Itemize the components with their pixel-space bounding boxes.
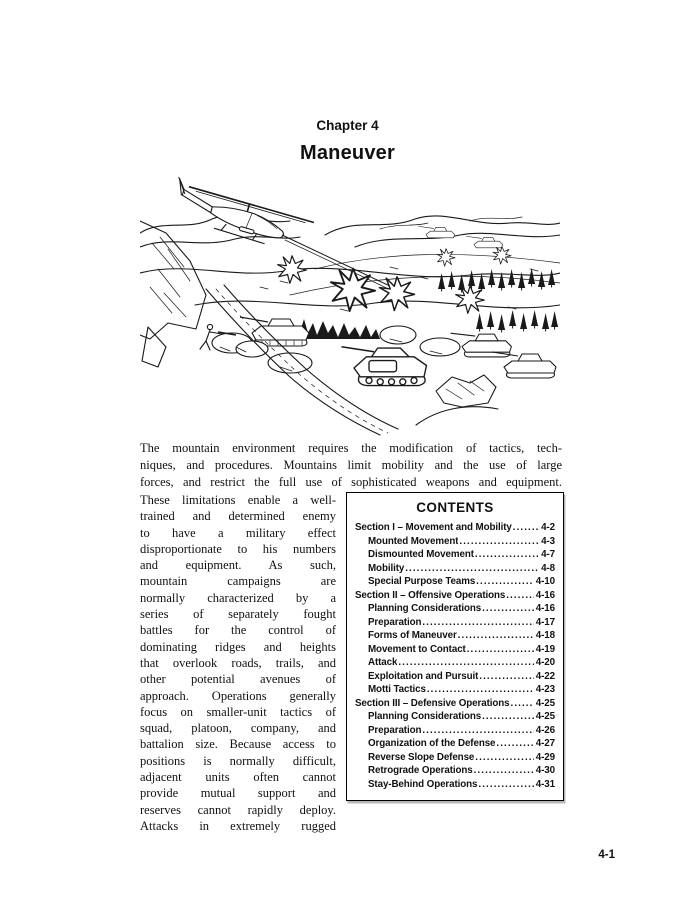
contents-entry-page: 4-30 [535, 765, 555, 776]
body-text-line: adjacent units often cannot [140, 770, 336, 785]
contents-entry-label: Section III – Defensive Operations [355, 697, 510, 709]
contents-entry-label: Section I – Movement and Mobility [355, 522, 512, 533]
dot-leader [478, 778, 533, 792]
contents-sub-entry [355, 575, 555, 589]
intro-text-line: forces, and restrict the full use of sophisticated weapons and equipment. [140, 475, 562, 489]
contents-entry-page: 4-18 [535, 630, 555, 641]
dot-leader [405, 562, 539, 576]
two-column-area [140, 492, 570, 834]
contents-entry-page: 4-22 [535, 670, 555, 682]
contents-sub-entry [355, 548, 555, 562]
contents-entry-label: Planning Considerations [368, 711, 482, 722]
body-text-column [140, 492, 336, 834]
dot-leader [467, 643, 534, 657]
dot-leader [506, 589, 534, 603]
body-text-line: and equipment. As such, [140, 558, 336, 573]
contents-sub-entry [355, 751, 555, 765]
body-text-line: normally characterized by a [140, 590, 336, 605]
body-text-line: dominating ridges and heights [140, 639, 336, 654]
contents-sub-entry [355, 616, 555, 630]
contents-entry-page: 4-25 [535, 697, 555, 709]
battle-scene-illustration [140, 177, 560, 437]
chapter-label: Chapter 4 [316, 118, 379, 133]
contents-heading: CONTENTS [416, 500, 494, 515]
contents-entry-label: Mobility [368, 562, 405, 574]
contents-entry-page: 4-26 [535, 724, 555, 736]
body-text-line: These limitations enable a well- [140, 493, 336, 507]
dot-leader [422, 724, 533, 738]
contents-sub-entry [355, 683, 555, 697]
contents-entry-page: 4-29 [535, 751, 555, 763]
dot-leader [422, 616, 533, 630]
body-text-line: mountain campaigns are [140, 574, 336, 589]
dot-leader [427, 683, 534, 697]
body-text-line: trained and determined enemy [140, 509, 336, 524]
mountain-battle-drawing [140, 177, 560, 437]
tank-icon [492, 352, 556, 378]
contents-sub-entry [355, 724, 555, 738]
contents-sub-entry [355, 778, 555, 792]
contents-entry-page: 4-20 [535, 657, 555, 668]
dot-leader [482, 710, 534, 724]
apc-icon [342, 347, 427, 386]
attack-helicopter-icon [165, 177, 317, 255]
contents-entry-page: 4-19 [535, 643, 555, 655]
dot-leader [475, 548, 539, 562]
contents-entry-page: 4-16 [535, 589, 555, 601]
contents-sub-entry [355, 764, 555, 778]
contents-entry-page: 4-25 [535, 711, 555, 722]
dot-leader [511, 697, 534, 711]
distant-tank-icon [466, 236, 502, 248]
dot-leader [398, 656, 533, 670]
contents-entry-page: 4-10 [535, 576, 555, 587]
intro-text-line: The mountain environment requires the modification of tactics, tech- [140, 441, 562, 455]
contents-entry-label: Special Purpose Teams [368, 576, 476, 587]
body-text-line: series of separately fought [140, 607, 336, 622]
page-number: 4-1 [598, 849, 615, 861]
dot-leader [476, 575, 534, 589]
body-text-line: squad, platoon, company, and [140, 721, 336, 736]
distant-tank-icon [418, 226, 454, 238]
contents-entry-page: 4-17 [535, 616, 555, 628]
contents-section-entry [355, 697, 555, 711]
contents-entry-label: Reverse Slope Defense [368, 751, 475, 763]
dot-leader [479, 670, 534, 684]
body-text-line: disproportionate to his numbers [140, 541, 336, 556]
body-text-line: to have a military effect [140, 525, 336, 540]
body-text-line: Attacks in extremely rugged [140, 818, 336, 833]
body-text-line: that overlook roads, trails, and [140, 655, 336, 670]
contents-entry-label: Forms of Maneuver [368, 630, 457, 641]
dot-leader [459, 535, 539, 549]
contents-entry-label: Preparation [368, 616, 422, 628]
contents-sub-entry [355, 670, 555, 684]
rocks [416, 375, 498, 425]
dot-leader [474, 764, 534, 778]
contents-entry-label: Dismounted Movement [368, 549, 474, 560]
contents-entry-page: 4-23 [535, 684, 555, 695]
contents-entry-label: Movement to Contact [368, 643, 466, 655]
contents-entry-label: Section II – Offensive Operations [355, 589, 506, 601]
body-text-line: positions is normally difficult, [140, 753, 336, 768]
contents-list [355, 521, 555, 791]
contents-entry-page: 4-8 [541, 562, 555, 574]
contents-entry-label: Attack [368, 657, 398, 668]
body-text-line: provide mutual support and [140, 786, 336, 801]
contents-section-entry [355, 521, 555, 535]
contents-entry-label: Exploitation and Pursuit [368, 670, 479, 682]
contents-entry-label: Organization of the Defense [368, 738, 496, 749]
contents-sub-entry [355, 562, 555, 576]
contents-sub-entry [355, 710, 555, 724]
body-text-line: focus on smaller-unit tactics of [140, 704, 336, 719]
body-text-line: approach. Operations generally [140, 688, 336, 703]
contents-sub-entry [355, 629, 555, 643]
contents-sub-entry [355, 643, 555, 657]
contents-entry-page: 4-27 [535, 738, 555, 749]
pine-trees [438, 268, 558, 333]
body-text-line: reserves cannot rapidly deploy. [140, 802, 336, 817]
contents-section-entry [355, 589, 555, 603]
contents-entry-label: Planning Considerations [368, 603, 482, 614]
contents-sub-entry [355, 602, 555, 616]
contents-entry-label: Mounted Movement [368, 535, 459, 547]
contents-sub-entry [355, 535, 555, 549]
dot-leader [513, 521, 539, 535]
page-title: Maneuver [300, 142, 395, 164]
dot-leader [496, 737, 533, 751]
intro-text-line: niques, and procedures. Mountains limit mobility and the use of large [140, 458, 562, 472]
page-footer [598, 849, 615, 861]
contents-entry-page: 4-31 [535, 778, 555, 790]
contents-sub-entry [355, 656, 555, 670]
contents-box [346, 492, 564, 801]
contents-entry-label: Preparation [368, 724, 422, 736]
body-text-line: battles for the control of [140, 623, 336, 638]
body-text-line: other potential avenues of [140, 672, 336, 687]
contents-entry-page: 4-2 [541, 522, 555, 533]
body-text-line: battalion size. Because access to [140, 737, 336, 752]
contents-entry-page: 4-16 [535, 603, 555, 614]
contents-entry-label: Motti Tactics [368, 684, 426, 695]
dot-leader [458, 629, 534, 643]
contents-entry-label: Stay-Behind Operations [368, 778, 478, 790]
contents-entry-label: Retrograde Operations [368, 765, 473, 776]
contents-sub-entry [355, 737, 555, 751]
intro-paragraph [140, 440, 562, 491]
contents-entry-page: 4-7 [541, 549, 555, 560]
dot-leader [482, 602, 534, 616]
contents-entry-page: 4-3 [541, 535, 555, 547]
dot-leader [475, 751, 534, 765]
